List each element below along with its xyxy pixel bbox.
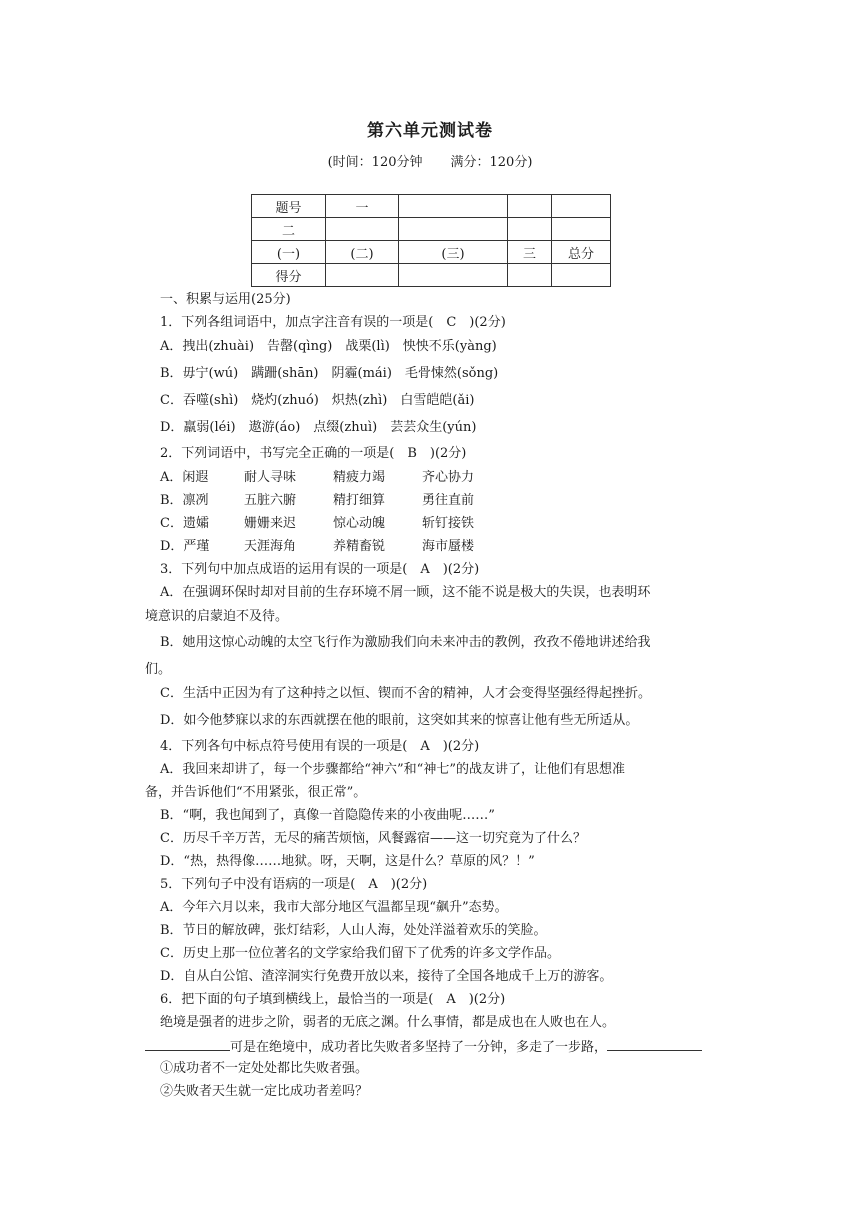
table-cell (326, 264, 399, 287)
answer-blank (145, 1036, 230, 1051)
option-word: 精打细算 (333, 493, 386, 508)
page-subtitle (0, 151, 860, 170)
option-text: A．拽出(zhuài) 告罄(qìng) 战栗(lì) 怏怏不乐(yàng) (160, 339, 497, 354)
option-word: 天涯海角 (244, 539, 297, 554)
option-text: D．“热，热得像……地狱。呀，天啊，这是什么？草原的风？！” (160, 854, 535, 869)
question-stem: 5．下列句子中没有语病的一项是( A )(2分) (160, 877, 428, 892)
option-text: C．历史上那一位位著名的文学家给我们留下了优秀的许多文学作品。 (160, 946, 560, 961)
table-cell: 题号 (252, 195, 326, 218)
table-cell (508, 218, 552, 241)
score-table (251, 194, 611, 287)
question-stem: 6．把下面的句子填到横线上，最恰当的一项是( A )(2分) (160, 992, 506, 1007)
passage-line (145, 1036, 702, 1058)
option-text: C．吞噬(shì) 烧灼(zhuó) 炽热(zhì) 白雪皑皑(ǎi) (160, 393, 475, 408)
passage-text: 绝境是强者的进步之阶，弱者的无底之渊。什么事情，都是成也在人败也在人。 (160, 1015, 616, 1030)
table-cell (552, 264, 611, 287)
section-heading: 一、积累与运用(25分) (160, 292, 291, 307)
page-title: 第六单元测试卷 (367, 121, 493, 141)
option-text: C．历尽千辛万苦，无尽的痛苦烦恼，风餐露宿——这一切究竟为了什么？ (160, 831, 586, 846)
option-text: B．她用这惊心动魄的太空飞行作为激励我们向未来冲击的教例，孜孜不倦地讲述给我 (160, 635, 651, 650)
option-text: 境意识的启蒙迫不及待。 (145, 609, 289, 624)
option-row (160, 537, 474, 557)
table-cell (552, 195, 611, 218)
table-row (252, 218, 611, 241)
option-text: C．生活中正因为有了这种持之以恒、锲而不舍的精神，人才会变得坚强经得起挫折。 (160, 686, 651, 701)
option-row (160, 514, 474, 534)
table-cell: 二 (252, 218, 326, 241)
table-cell: (三) (399, 241, 508, 264)
table-cell (552, 218, 611, 241)
question-stem: 2．下列词语中，书写完全正确的一项是( B )(2分) (160, 446, 467, 461)
table-cell (399, 218, 508, 241)
option-word: B．凛冽 (160, 493, 209, 508)
option-text: 们。 (145, 662, 172, 677)
option-word: 耐人寻味 (244, 470, 297, 485)
option-text: ①成功者不一定处处都比失败者强。 (160, 1061, 369, 1076)
question-stem: 4．下列各句中标点符号使用有误的一项是( A )(2分) (160, 739, 480, 754)
option-word: 惊心动魄 (333, 516, 386, 531)
table-cell: 总分 (552, 241, 611, 264)
passage-text: 可是在绝境中，成功者比失败者多坚持了一分钟，多走了一步路， (230, 1040, 608, 1055)
table-row (252, 264, 611, 287)
full-score: 满分：120分) (450, 155, 533, 170)
option-word: 海市蜃楼 (422, 539, 475, 554)
option-word: A．闲遐 (160, 470, 209, 485)
option-word: 五脏六腑 (244, 493, 297, 508)
option-text: A．今年六月以来，我市大部分地区气温都呈现“飙升”态势。 (160, 900, 508, 915)
option-text: B．节日的解放碑，张灯结彩，人山人海，处处洋溢着欢乐的笑脸。 (160, 923, 547, 938)
option-word: C．遗孀 (160, 516, 209, 531)
option-word: 斩钉接铁 (422, 516, 475, 531)
question-stem: 1．下列各组词语中，加点字注音有误的一项是( C )(2分) (160, 315, 506, 330)
table-cell (326, 218, 399, 241)
table-cell (399, 264, 508, 287)
option-word: D．严瑾 (160, 539, 210, 554)
table-cell: 一 (326, 195, 399, 218)
table-cell: (一) (252, 241, 326, 264)
option-word: 姗姗来迟 (244, 516, 297, 531)
option-row (160, 468, 474, 488)
table-row (252, 241, 611, 264)
table-cell (508, 264, 552, 287)
question-stem: 3．下列句中加点成语的运用有误的一项是( A )(2分) (160, 562, 480, 577)
table-row (252, 195, 611, 218)
time-limit: (时间：120分钟 (327, 155, 423, 170)
table-cell: 得分 (252, 264, 326, 287)
option-text: A．我回来却讲了，每一个步骤都给“神六”和“神七”的战友讲了，让他们有思想准 (160, 762, 625, 777)
option-row (160, 491, 474, 511)
option-text: D．羸弱(léi) 遨游(áo) 点缀(zhuì) 芸芸众生(yún) (160, 420, 477, 435)
option-text: D．如今他梦寐以求的东西就摆在他的眼前，这突如其来的惊喜让他有些无所适从。 (160, 713, 639, 728)
table-cell (399, 195, 508, 218)
option-word: 精疲力竭 (333, 470, 386, 485)
option-word: 勇往直前 (422, 493, 475, 508)
table-cell: 三 (508, 241, 552, 264)
option-text: D．自从白公馆、渣滓洞实行免费开放以来，接待了全国各地成千上万的游客。 (160, 969, 613, 984)
option-word: 齐心协力 (422, 470, 475, 485)
option-word: 养精畜锐 (333, 539, 386, 554)
table-cell: (二) (326, 241, 399, 264)
option-text: B．“啊，我也闻到了，真像一首隐隐传来的小夜曲呢……” (160, 808, 495, 823)
option-text: 备，并告诉他们“不用紧张，很正常”。 (145, 785, 367, 800)
answer-blank (607, 1036, 702, 1051)
option-text: B．毋宁(wú) 蹒跚(shān) 阴霾(mái) 毛骨悚然(sǒng) (160, 366, 499, 381)
option-text: ②失败者天生就一定比成功者差吗？ (160, 1084, 369, 1099)
table-cell (508, 195, 552, 218)
option-text: A．在强调环保时却对目前的生存环境不屑一顾，这不能不说是极大的失误，也表明环 (160, 585, 651, 600)
